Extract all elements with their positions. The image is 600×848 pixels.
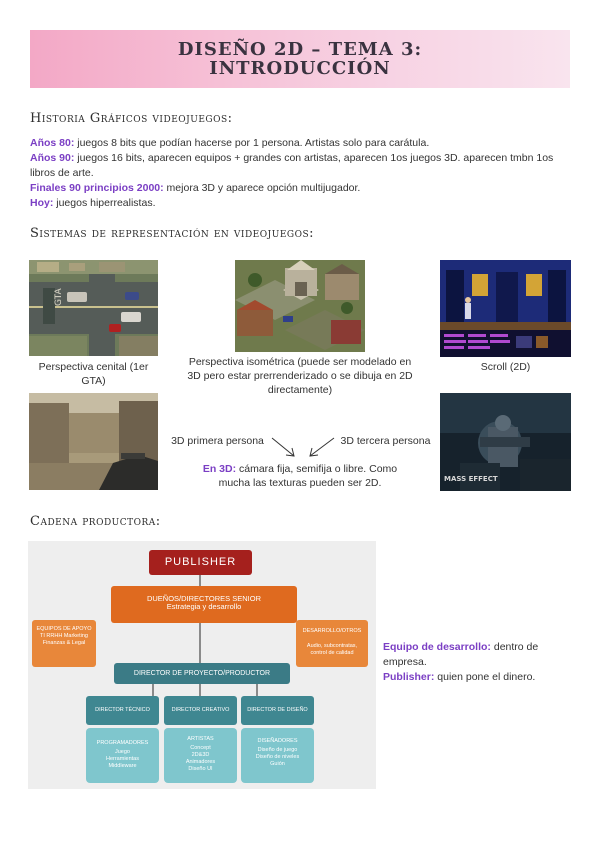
artists-title: ARTISTAS (187, 736, 214, 742)
note-item (383, 640, 578, 670)
note-item (383, 670, 578, 685)
connector (256, 684, 258, 696)
connector (199, 623, 201, 663)
project-director-box: DIRECTOR DE PROYECTO/PRODUCTOR (114, 663, 290, 684)
technical-director-box: DIRECTOR TÉCNICO (86, 696, 159, 725)
history-item-label: Finales 90 principios 2000: (30, 182, 164, 194)
senior-subtitle: Estrategia y desarrollo (166, 602, 242, 611)
third-person-screenshot (440, 393, 571, 491)
senior-title: DUEÑOS/DIRECTORES SENIOR (146, 594, 262, 603)
note-3d-label: En 3D: (202, 463, 237, 475)
history-item (30, 136, 570, 151)
development-other-box (296, 620, 368, 667)
note-label: Equipo de desarrollo: (383, 641, 491, 653)
design-director-box: DIRECTOR DE DISEÑO (241, 696, 314, 725)
connector (199, 575, 201, 586)
programmers-box (86, 728, 159, 783)
programmers-title: PROGRAMADORES (96, 740, 149, 746)
caption-isometric: Perspectiva isométrica (puede ser modelado en 3D pero estar prerrenderizado o se dibuja en 2D directamente) (187, 356, 413, 396)
note-text: dentro de empresa. (383, 641, 539, 668)
history-item-text: juegos hiperrealistas. (53, 197, 156, 209)
game-logo: MASS EFFECT (444, 475, 498, 483)
section-heading-production: Cadena productora: (30, 514, 161, 529)
connector (199, 684, 201, 696)
designers-title: DISEÑADORES (257, 738, 298, 744)
artists-box (164, 728, 237, 783)
development-other-title: DESARROLLO/OTROS (302, 628, 362, 634)
page-title: DISEÑO 2D – TEMA 3: (177, 39, 423, 60)
section-heading-systems: Sistemas de representación en videojuegos: (30, 226, 314, 241)
history-item-text: mejora 3D y aparece opción multijugador. (163, 182, 361, 194)
note-text: quien pone el dinero. (434, 671, 536, 683)
page-subtitle: INTRODUCCIÓN (209, 58, 391, 79)
note-3d-text: cámara fija, semifija o libre. Como mucha las texturas pueden ser 2D. (218, 463, 398, 489)
note-label: Publisher: (383, 671, 435, 683)
history-item (30, 196, 570, 211)
section-heading-history: Historia Gráficos videojuegos: (30, 111, 233, 126)
designers-box (241, 728, 314, 783)
support-teams-text: EQUIPOS DE APOYO TI RRHH Marketing Finanzas & Legal (36, 626, 92, 646)
senior-box (111, 586, 297, 623)
scroll-2d-screenshot (440, 260, 571, 357)
history-item-text: juegos 8 bits que podían hacerse por 1 persona. Artistas solo para carátula. (74, 137, 430, 149)
development-other-text: Audio, subcontratas, control de calidad (306, 643, 358, 656)
title-banner (30, 30, 570, 88)
history-item (30, 181, 570, 196)
caption-scroll: Scroll (2D) (480, 361, 531, 373)
isometric-screenshot (235, 260, 365, 352)
designers-text: Diseño de juego Diseño de niveles Guión (255, 747, 300, 767)
connector (152, 684, 154, 696)
gta-screenshot (29, 260, 158, 356)
publisher-box: PUBLISHER (149, 550, 252, 575)
history-list (30, 136, 570, 211)
label-third-person: 3D tercera persona (340, 435, 431, 447)
arrows-icon (268, 436, 338, 460)
first-person-screenshot (29, 393, 158, 490)
history-item-label: Hoy: (30, 197, 54, 209)
history-item (30, 151, 570, 181)
caption-cenital: Perspectiva cenital (1er GTA) (38, 361, 149, 387)
programmers-text: Juego Herramientas Middleware (105, 749, 139, 769)
artists-text: Concept 2D&3D Animadores Diseño UI (185, 745, 216, 772)
history-item-text: juegos 16 bits, aparecen equipos + grandes con artistas, aparecen 1os juegos 3D. aparecen tmbn 1os libros de arte. (30, 152, 554, 179)
production-notes (383, 640, 578, 685)
label-first-person: 3D primera persona (171, 435, 264, 447)
svg-text:GTA: GTA (54, 288, 64, 306)
history-item-label: Años 80: (30, 137, 75, 149)
history-item-label: Años 90: (30, 152, 75, 164)
support-teams-box (32, 620, 96, 667)
production-chain-diagram (28, 541, 376, 789)
creative-director-box: DIRECTOR CREATIVO (164, 696, 237, 725)
note-3d (188, 462, 412, 490)
